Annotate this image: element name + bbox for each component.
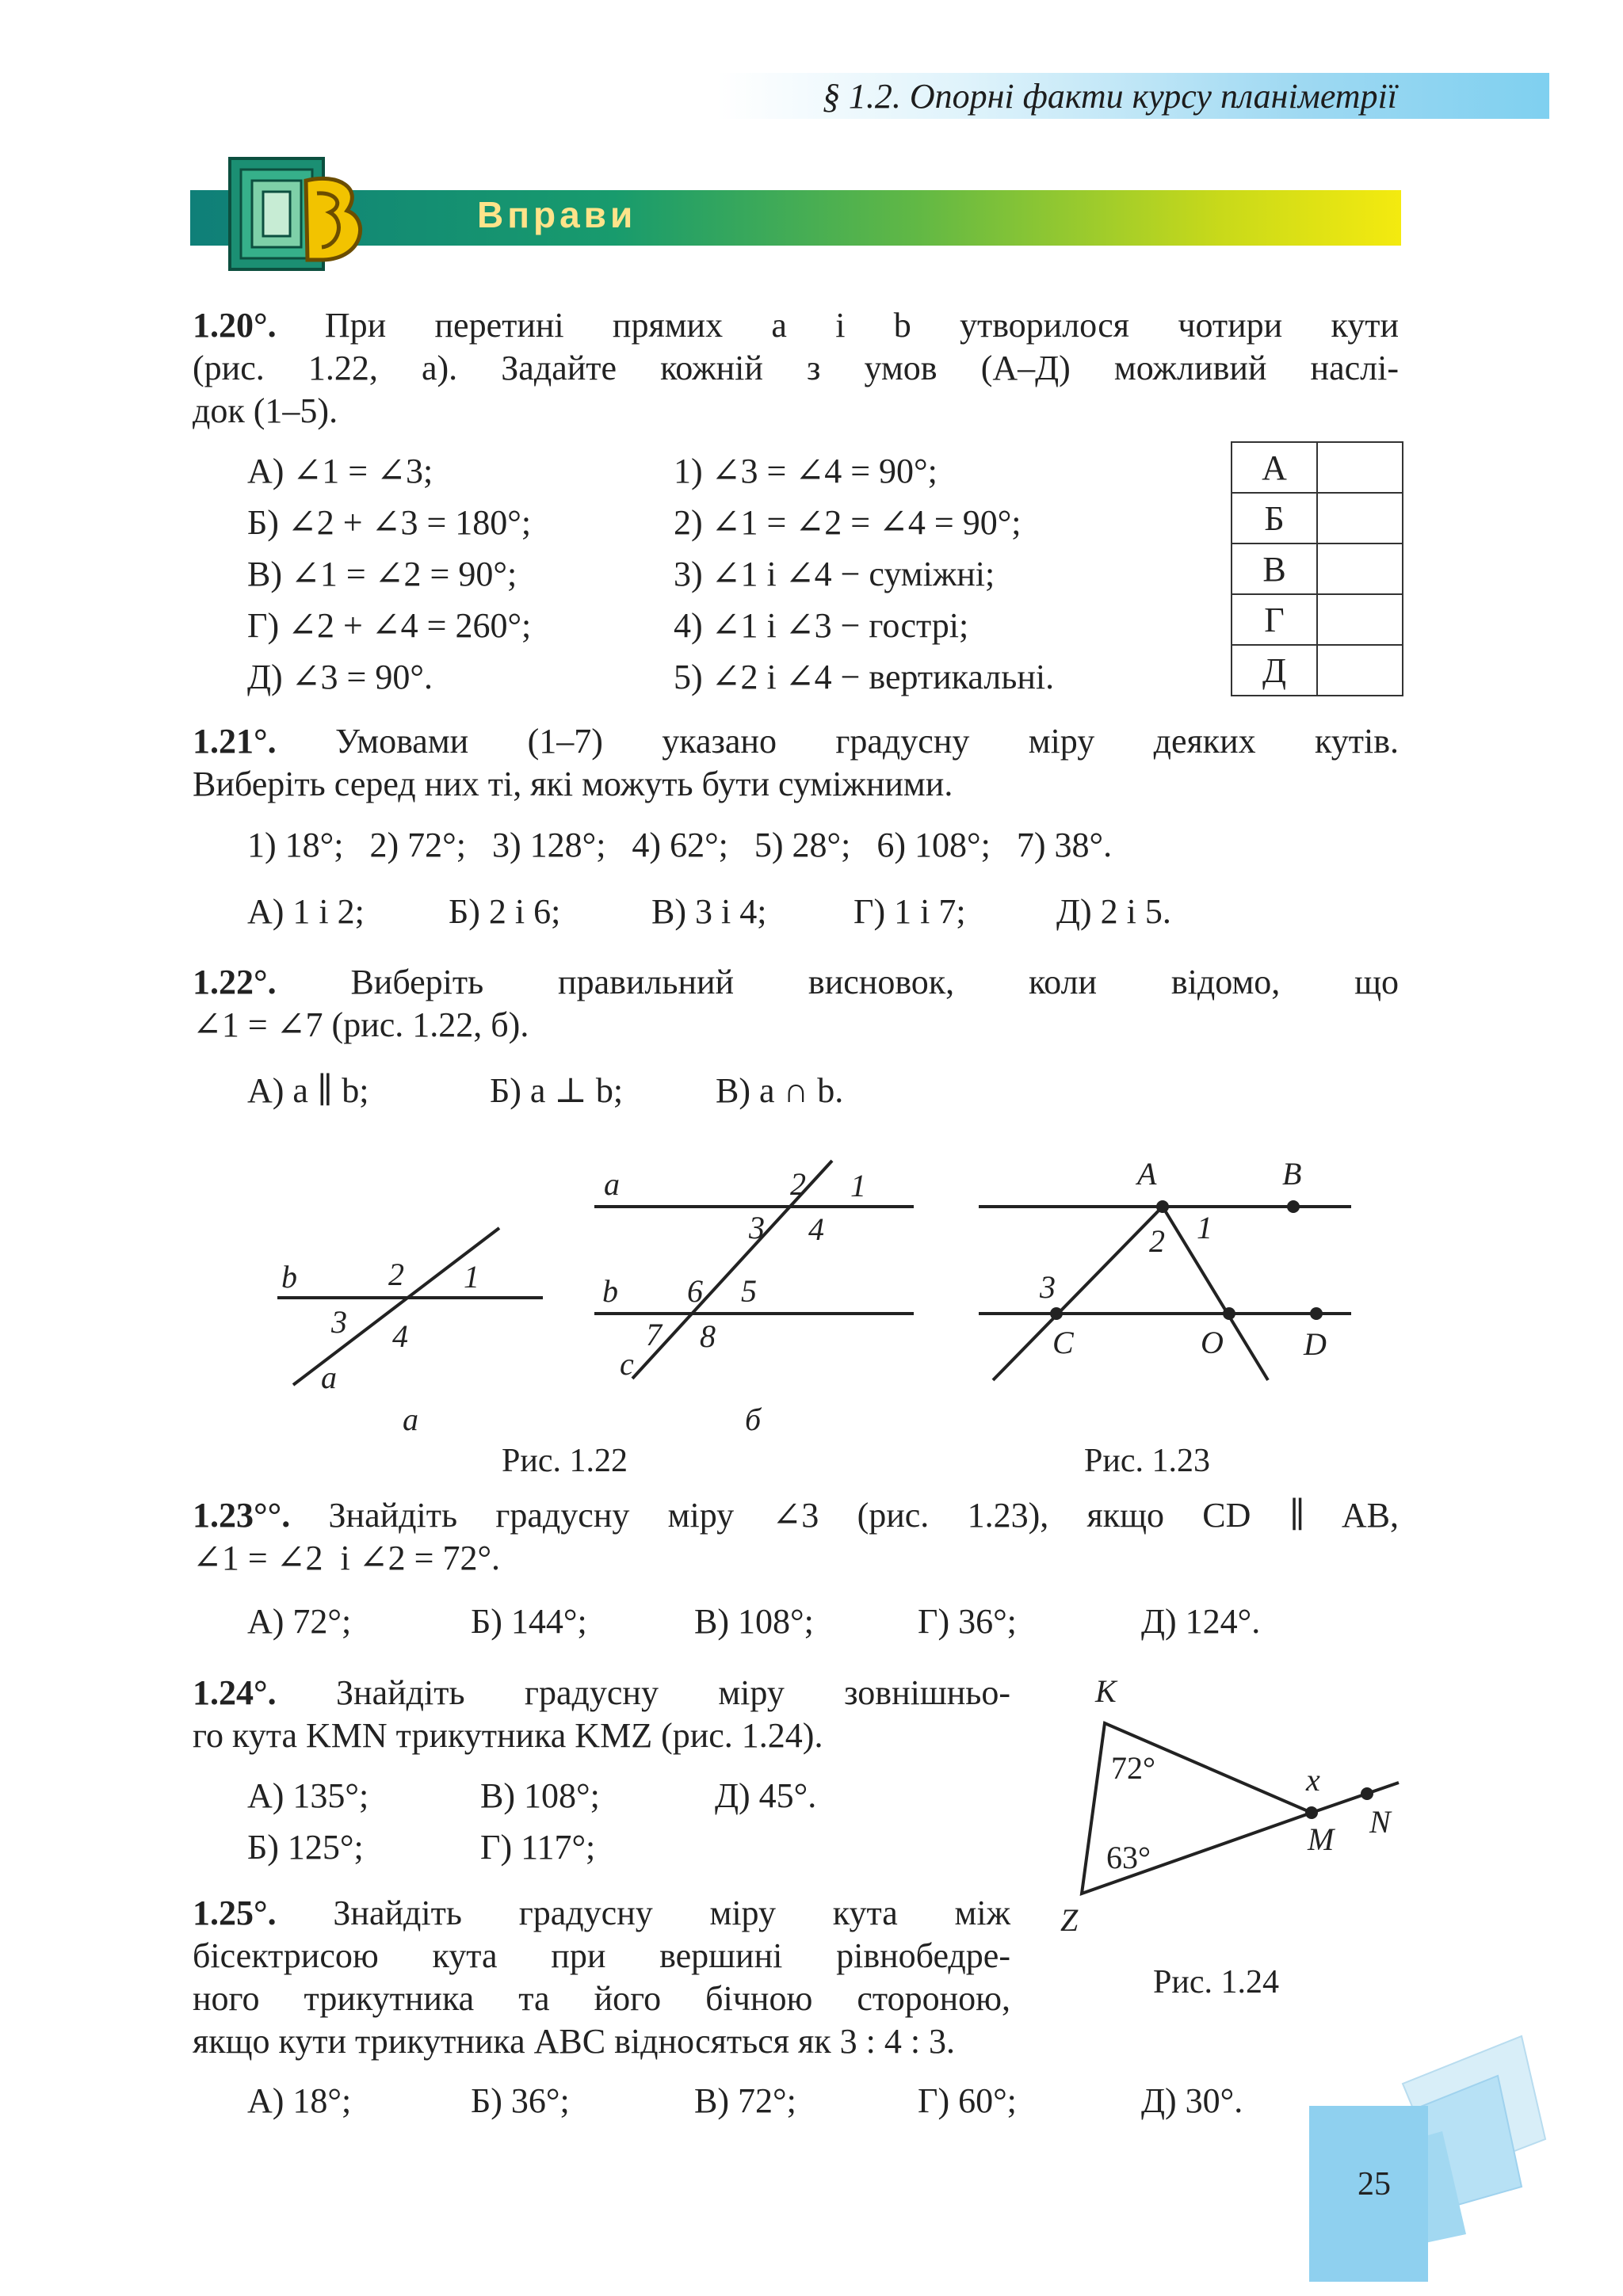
ex-1-20-line1 (193, 304, 1399, 347)
ex-1-24-number: 1.24°. (193, 1673, 277, 1712)
fig-a-sublabel: а (403, 1402, 418, 1437)
label-D: D (1304, 1326, 1327, 1362)
figure-1-22-b (594, 1161, 914, 1437)
condition-a: А) ∠1 = ∠3; (247, 452, 433, 490)
label-3: 3 (1040, 1269, 1056, 1305)
figures-1-22-1-23 (262, 1149, 1387, 1450)
section-header: § 1.2. Опорні факти курсу планіметрії (822, 77, 1397, 116)
answer-cell[interactable] (1317, 493, 1403, 543)
line-ac (993, 1207, 1163, 1380)
ex-1-20-text-1: При перетині прямих a і b утворилося чотири кути (324, 306, 1400, 345)
point-b (1287, 1200, 1300, 1213)
label-6: 6 (687, 1273, 703, 1309)
ex-1-25-answer-g: Г) 60°; (918, 2081, 1017, 2120)
figure-1-24 (1046, 1664, 1419, 1949)
ex-1-22-answer-v: В) a ∩ b. (716, 1071, 844, 1110)
label-x: x (1306, 1762, 1320, 1798)
consequence-5: 5) ∠2 і ∠4 − вертикальні. (674, 658, 1055, 696)
ex-1-24-answer-v: В) 108°; (480, 1776, 600, 1815)
ex-1-25-text-1: Знайдіть градусну міру кута між (333, 1894, 1011, 1932)
ex-1-21-line1 (193, 720, 1399, 763)
consequence-2: 2) ∠1 = ∠2 = ∠4 = 90°; (674, 503, 1022, 542)
answer-table-letter: Г (1232, 594, 1317, 645)
fig-b-sublabel: б (745, 1402, 762, 1437)
point-d (1310, 1307, 1323, 1320)
label-M: M (1308, 1821, 1335, 1857)
ex-1-21-answer-d: Д) 2 і 5. (1056, 892, 1171, 931)
answer-table-letter: Д (1232, 645, 1317, 696)
angle-z: 63° (1106, 1840, 1151, 1875)
ex-1-25-text-4: якщо кути трикутника ABC відносяться як 3 : 4 : 3. (193, 2022, 956, 2061)
ex-1-22-answer-a: А) a ∥ b; (247, 1071, 369, 1110)
ex-1-23-answer-b: Б) 144°; (471, 1602, 587, 1641)
page-corner-decoration (1284, 2020, 1553, 2282)
ex-1-21-values: 1) 18°; 2) 72°; 3) 128°; 4) 62°; 5) 28°; 6) 108°; 7) 38°. (247, 826, 1113, 864)
consequence-4: 4) ∠1 і ∠3 − гострі; (674, 606, 969, 645)
ex-1-23-number: 1.23°°. (193, 1496, 291, 1535)
figure-1-23 (979, 1156, 1351, 1380)
answer-cell[interactable] (1317, 594, 1403, 645)
figure-1-22-a (277, 1228, 543, 1437)
label-2: 2 (790, 1166, 806, 1202)
ex-1-23-text-2: ∠1 = ∠2 і ∠2 = 72°. (193, 1539, 501, 1577)
answer-table-letter: А (1232, 442, 1317, 493)
label-2: 2 (1149, 1223, 1165, 1259)
ex-1-23-line1 (193, 1494, 1399, 1537)
ex-1-25-number: 1.25°. (193, 1894, 277, 1932)
caption-fig-1-23: Рис. 1.23 (1084, 1443, 1210, 1479)
ex-1-25-answer-b: Б) 36°; (471, 2081, 570, 2120)
ex-1-24-answer-b: Б) 125°; (247, 1828, 364, 1867)
point-a (1156, 1200, 1169, 1213)
answer-table (1231, 441, 1403, 696)
ex-1-20-number: 1.20°. (193, 306, 277, 345)
ex-1-21-answer-b: Б) 2 і 6; (449, 892, 561, 931)
ex-1-24-text-2: го кута KMN трикутника KMZ (рис. 1.24). (193, 1716, 823, 1755)
ex-1-22-text-2: ∠1 = ∠7 (рис. 1.22, б). (193, 1005, 529, 1044)
caption-fig-1-24: Рис. 1.24 (1153, 1964, 1279, 2000)
label-N: N (1369, 1804, 1391, 1840)
consequence-1: 1) ∠3 = ∠4 = 90°; (674, 452, 938, 490)
ex-1-25-line1 (193, 1892, 1010, 1935)
ex-1-21-answer-g: Г) 1 і 7; (854, 892, 966, 931)
ex-1-22-text-1: Виберіть правильний висновок, коли відомо, що (350, 963, 1400, 1001)
condition-d: Д) ∠3 = 90°. (247, 658, 433, 696)
ex-1-21-text-1: Умовами (1–7) указано градусну міру деяких кутів. (334, 722, 1400, 761)
ex-1-22-line1 (193, 961, 1399, 1004)
label-Z: Z (1060, 1902, 1079, 1938)
ex-1-24-answer-a: А) 135°; (247, 1776, 369, 1815)
answer-table-letter: В (1232, 543, 1317, 594)
caption-fig-1-22: Рис. 1.22 (502, 1443, 628, 1479)
ex-1-25-answer-v: В) 72°; (694, 2081, 796, 2120)
ex-1-20-text-2: (рис. 1.22, a). Задайте кожній з умов (А–Д) можливий наслі- (193, 349, 1399, 387)
label-C: C (1052, 1325, 1074, 1360)
exercises-logo-icon (228, 157, 379, 273)
ex-1-24-line1 (193, 1672, 1010, 1714)
ex-1-22-answer-b: Б) a ⊥ b; (490, 1071, 624, 1110)
label-4: 4 (392, 1318, 408, 1354)
page-number: 25 (1358, 2166, 1391, 2203)
label-3: 3 (331, 1304, 347, 1340)
ex-1-24-text-1: Знайдіть градусну міру зовнішньо- (335, 1673, 1011, 1712)
answer-table-letter: Б (1232, 493, 1317, 543)
exercises-title: Вправи (477, 194, 637, 235)
label-K: K (1095, 1673, 1117, 1709)
point-m (1305, 1806, 1318, 1819)
ex-1-25-text-3: ного трикутника та його бічною стороною, (193, 1979, 1010, 2018)
label-5: 5 (741, 1273, 757, 1309)
ex-1-24-answer-g: Г) 117°; (480, 1828, 596, 1867)
label-4: 4 (808, 1211, 824, 1247)
label-1: 1 (464, 1259, 479, 1295)
ex-1-25-text-2: бісектрисою кута при вершині рівнобедре- (193, 1936, 1010, 1975)
ex-1-25-answer-a: А) 18°; (247, 2081, 352, 2120)
answer-cell[interactable] (1317, 543, 1403, 594)
label-8: 8 (700, 1318, 716, 1354)
label-1: 1 (1197, 1210, 1212, 1245)
condition-v: В) ∠1 = ∠2 = 90°; (247, 555, 517, 593)
ex-1-22-number: 1.22°. (193, 963, 277, 1001)
label-O: O (1201, 1325, 1224, 1360)
point-o (1223, 1307, 1235, 1320)
answer-cell[interactable] (1317, 442, 1403, 493)
ex-1-23-answer-d: Д) 124°. (1141, 1602, 1261, 1641)
ex-1-21-answer-a: А) 1 і 2; (247, 892, 365, 931)
condition-b: Б) ∠2 + ∠3 = 180°; (247, 503, 532, 542)
ex-1-21-text-2: Виберіть серед них ті, які можуть бути суміжними. (193, 765, 953, 803)
label-a: a (321, 1360, 337, 1395)
condition-g: Г) ∠2 + ∠4 = 260°; (247, 606, 532, 645)
angle-k: 72° (1111, 1750, 1155, 1786)
label-7: 7 (646, 1317, 662, 1352)
consequence-3: 3) ∠1 і ∠4 − суміжні; (674, 555, 995, 593)
label-3: 3 (749, 1210, 765, 1245)
answer-cell[interactable] (1317, 645, 1403, 696)
ex-1-24-answer-d: Д) 45°. (715, 1776, 817, 1815)
label-b: b (602, 1273, 618, 1309)
label-B: B (1282, 1156, 1302, 1192)
ex-1-23-answer-v: В) 108°; (694, 1602, 814, 1641)
label-A: A (1137, 1156, 1157, 1192)
label-1: 1 (850, 1168, 866, 1203)
label-2: 2 (388, 1257, 404, 1292)
ex-1-20-text-3: док (1–5). (193, 391, 338, 430)
ex-1-23-text-1: Знайдіть градусну міру ∠3 (рис. 1.23), якщо CD ∥ AB, (328, 1496, 1399, 1535)
ex-1-23-answer-a: А) 72°; (247, 1602, 352, 1641)
label-a: a (604, 1166, 620, 1202)
ex-1-23-answer-g: Г) 36°; (918, 1602, 1017, 1641)
ex-1-21-number: 1.21°. (193, 722, 277, 761)
label-c: c (620, 1346, 634, 1382)
label-b: b (281, 1259, 297, 1295)
point-n (1361, 1787, 1373, 1800)
ex-1-21-answer-v: В) 3 і 4; (651, 892, 767, 931)
point-c (1050, 1307, 1063, 1320)
ex-1-25-answer-d: Д) 30°. (1141, 2081, 1243, 2120)
